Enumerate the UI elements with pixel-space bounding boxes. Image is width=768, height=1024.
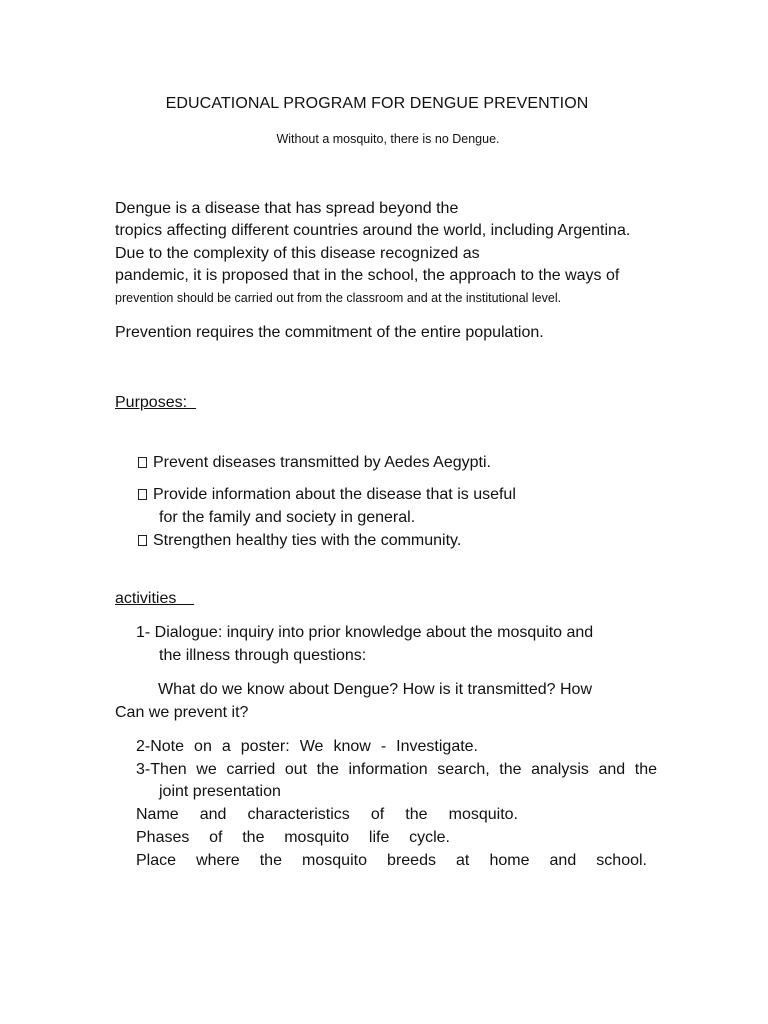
activity-2: 2-Note on a poster: We know - Investigate. [136,738,478,755]
activities-heading: activities [115,590,195,607]
activity-3: 3-Then we carried out the information search, the analysis and the [136,761,657,778]
purpose-item-1 [138,453,491,473]
checkbox-bullet-icon [138,489,147,500]
intro-line-3: Due to the complexity of this disease recognized as [115,245,480,262]
checkbox-bullet-icon [138,457,147,468]
dialogue-questions: What do we know about Dengue? How is it transmitted? How [158,681,592,698]
purpose-item-2-continued: for the family and society in general. [159,509,416,526]
research-topic-2: Phases of the mosquito life cycle. [136,829,450,846]
dialogue-questions-continued: Can we prevent it? [115,704,249,721]
purpose-item-1-text: Prevent diseases transmitted by Aedes Aegypti. [153,454,491,471]
document-title: EDUCATIONAL PROGRAM FOR DENGUE PREVENTION [165,95,589,112]
research-topic-3: Place where the mosquito breeds at home and school. [136,852,647,869]
purpose-item-3-text: Strengthen healthy ties with the community. [153,532,462,549]
commitment-statement: Prevention requires the commitment of the entire population. [115,324,544,341]
activity-3-continued: joint presentation [159,783,281,800]
intro-line-5: prevention should be carried out from the classroom and at the institutional level. [115,291,562,305]
checkbox-bullet-icon [138,535,147,546]
research-topic-1: Name and characteristics of the mosquito. [136,806,518,823]
activity-1: 1- Dialogue: inquiry into prior knowledge about the mosquito and [136,624,594,641]
intro-line-2: tropics affecting different countries around the world, including Argentina. [115,222,631,239]
intro-line-4: pandemic, it is proposed that in the school, the approach to the ways of [115,267,620,284]
purposes-heading: Purposes: [115,394,196,411]
activity-1-continued: the illness through questions: [159,647,367,664]
intro-line-1: Dengue is a disease that has spread beyond the [115,200,459,217]
purpose-item-2 [138,485,516,505]
document-subtitle: Without a mosquito, there is no Dengue. [276,132,500,146]
purpose-item-3 [138,531,461,551]
purpose-item-2-text: Provide information about the disease that is useful [153,486,516,503]
